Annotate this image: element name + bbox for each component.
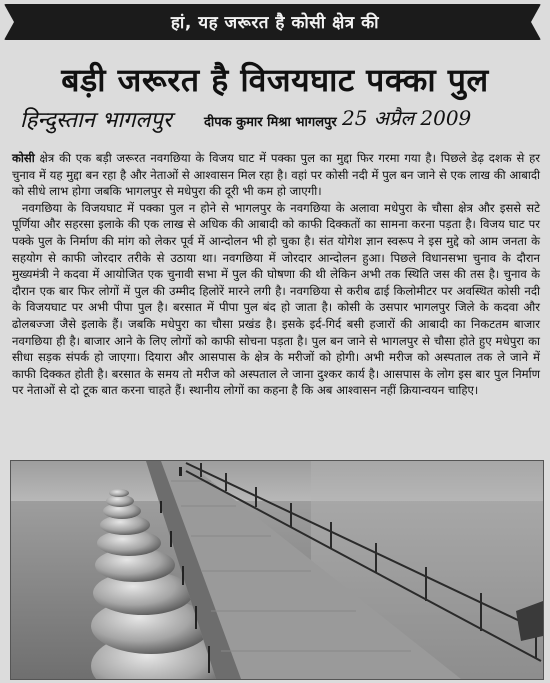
handwritten-masthead: हिन्दुस्तान भागलपुर	[20, 108, 172, 133]
lead-word: कोसी	[12, 151, 35, 165]
paragraph-2: नवगछिया के विजयघाट में पक्का पुल न होने से भागलपुर के नवगछिया के अलावा मधेपुरा के चौसा क्षेत्र और इससे सटे पूर्णिया और सहरसा इलाके की एक लाख से अधिक की आबादी को काफी दिक्कतों का सामना करना पड़ता है। विजय घाट पर पक्के पुल के निर्माण की मांग को लेकर पूर्व में आन्दोलन भी हो चुका है। संत योगेश ज्ञान स्वरूप ने इस मुद्दे को आम जनता के सहयोग से काफी जोरदार तरीके से उठाया था। नवगछिया में जोरदार आन्दोलन हुआ। पिछले विधानसभा चुनाव के दौरान मुख्यमंत्री ने कदवा में आयोजित एक चुनावी सभा में पुल की घोषणा की थी लेकिन अभी तक स्थिति जस की तस है। चुनाव के दौरान एक बार फिर लोगों में पुल की उम्मीद हिलोरें मारने लगी है। नवगछिया से करीब ढाई किलोमीटर पर अवस्थित कोसी नदी के विजयघाट पर अभी पीपा पुल है। बरसात में पीपा पुल बंद हो जाता है। कोसी के उसपार भागलपुर जिले के कदवा और ढोलबज्जा जैसे इलाके हैं। जबकि मधेपुरा का चौसा प्रखंड है। इसके इर्द-गिर्द बसी हजारों की आबादी का निकटतम बाजार नवगछिया ही है। बाजार आने के लिए लोगों को काफी सोचना पड़ता है। पुल बन जाने से भागलपुर से चौसा होते हुए मधेपुरा का सीधा सड़क संपर्क हो जाएगा। दियारा और आसपास के क्षेत्र के मरीजों को होगी। अभी मरीज को अस्पताल तक ले जाने में काफी दिक्कत होती है। बरसात के समय तो मरीज को अस्पताल ले जाना दुश्कर कार्य है। आसपास के लोग इस बार पुल निर्माण पर नेताओं से दो टूक बात करना चाहते हैं। स्थानीय लोगों का कहना है कि अब आश्वासन नहीं क्रियान्वयन चाहिए।	[12, 200, 541, 398]
handwritten-date: 25 अप्रैल 2009	[342, 106, 472, 130]
kicker-text: हां, यह जरूरत है कोसी क्षेत्र की	[170, 13, 380, 33]
meta-row	[20, 104, 540, 142]
pontoon-bridge-photo	[10, 460, 544, 680]
paragraph-1-text: क्षेत्र की एक बड़ी जरूरत नवगछिया के विजय घाट में पक्का पुल का मुद्दा फिर गरमा गया है। पिछले डेढ़ दशक से हर चुनाव में यह मुद्दा बन रहा है और नेताओं से आश्वासन मिल रहा है। वहां पर कोसी नदी में पुल बन जाने से एक लाख की आबादी को सीधे लाभ होगा जबकि भागलपुर से मधेपुरा की दूरी भी कम हो जाएगी।	[12, 151, 540, 199]
byline: दीपक कुमार मिश्रा भागलपुर	[204, 115, 337, 130]
article-body	[12, 150, 540, 399]
person-figure	[179, 467, 182, 476]
bridge-illustration	[11, 461, 543, 679]
headline: बड़ी जरूरत है विजयघाट पक्का पुल	[61, 61, 489, 99]
paragraph-1	[12, 150, 540, 200]
